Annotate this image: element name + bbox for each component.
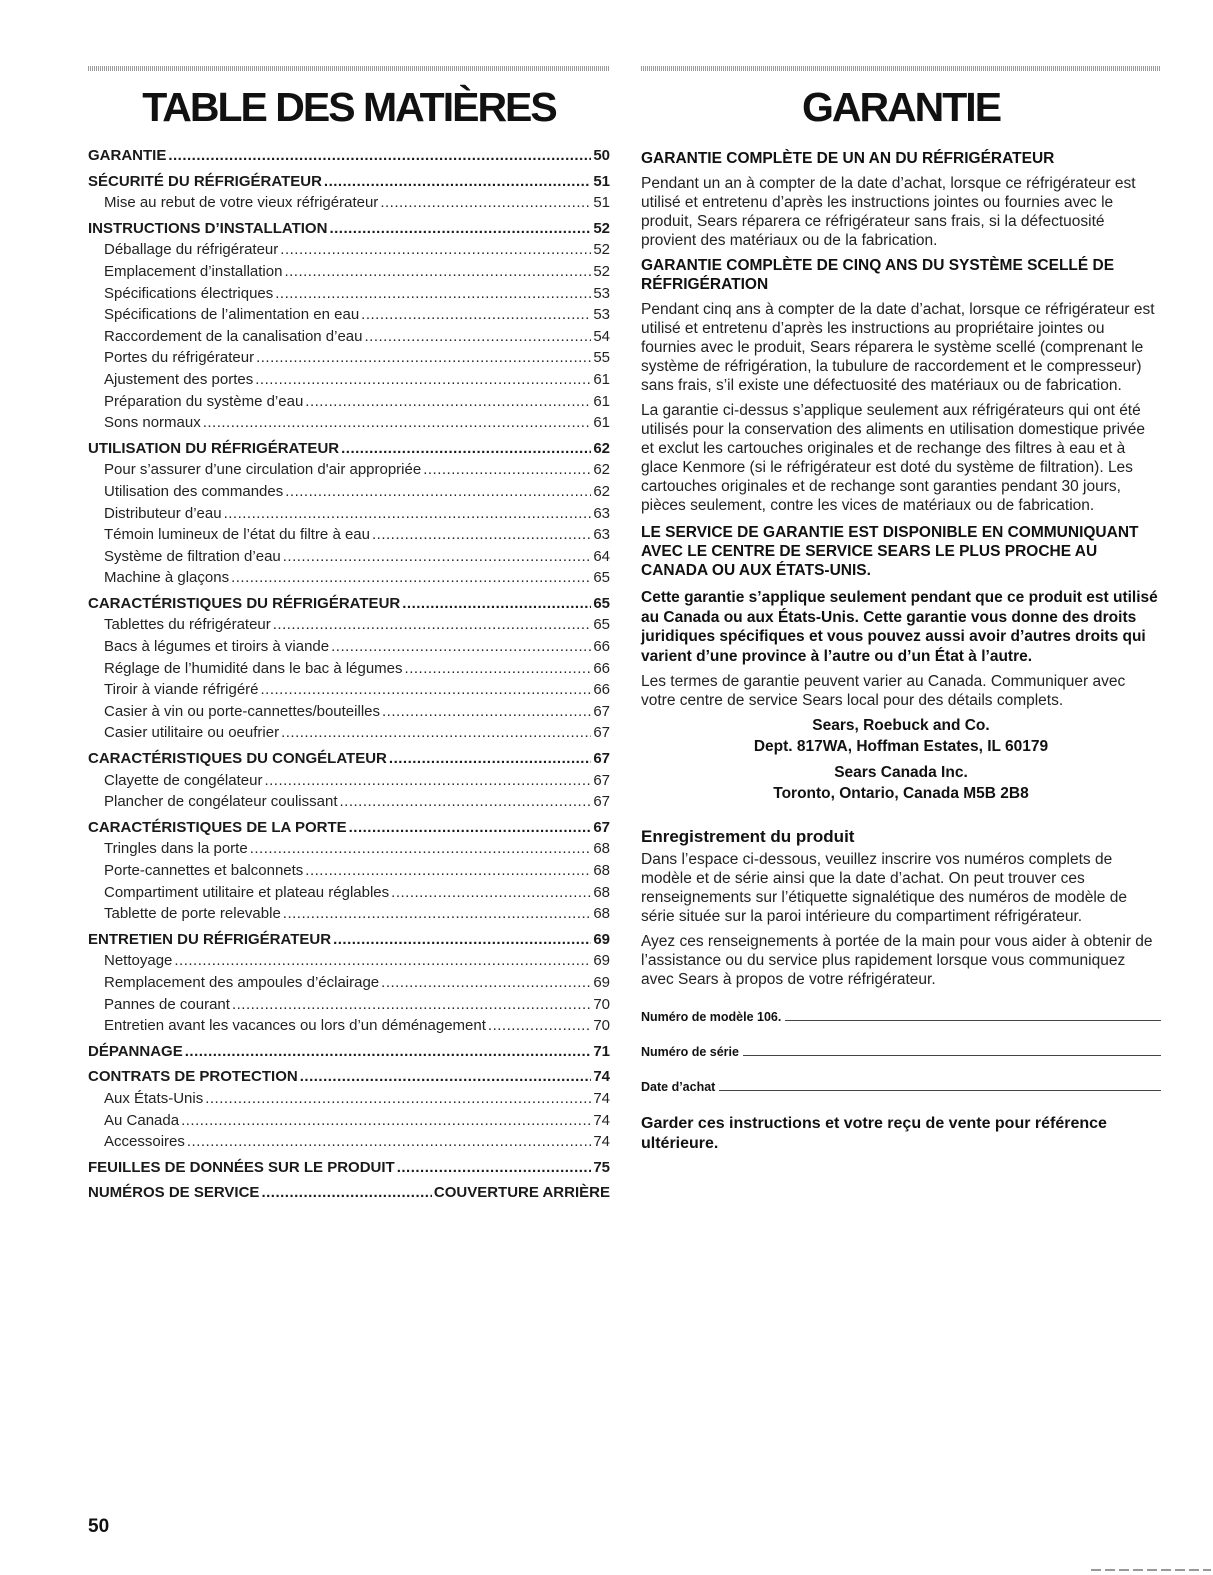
registration-heading: Enregistrement du produit (641, 827, 855, 846)
toc-entry-label: Témoin lumineux de l’état du filtre à eau (104, 526, 370, 544)
toc-entry[interactable] (88, 481, 610, 503)
purchase-date-line (719, 1090, 1161, 1091)
toc-leader-dots (187, 1131, 591, 1153)
toc-entry-label: Remplacement des ampoules d’éclairage (104, 973, 380, 991)
toc-entry[interactable] (88, 503, 610, 525)
warranty-one-year-text: Pendant un an à compter de la date d’achat, lorsque ce réfrigérateur est utilisé et entretenu d’après les instructions jointes ou fournies avec le produit, Sears réparera ce réfrigérateur sans frais, si la défectuosité provient des matériaux ou de la fabrication. (641, 175, 1136, 249)
toc-leader-dots (285, 481, 591, 503)
toc-entry-label: Bacs à légumes et tiroirs à viande (104, 638, 330, 656)
toc-entry[interactable] (88, 145, 610, 167)
toc-leader-dots (168, 145, 591, 167)
toc-entry-label: Emplacement d’installation (104, 262, 283, 280)
toc-entry[interactable] (88, 369, 610, 391)
toc-leader-dots (281, 722, 591, 744)
corner-mark (1091, 1569, 1211, 1571)
toc-entry[interactable] (88, 1182, 610, 1204)
warranty-canada-text: Les termes de garantie peuvent varier au Canada. Communiquer avec votre centre de service Sears local pour des détails complets. (641, 673, 1126, 709)
toc-leader-dots (380, 192, 591, 214)
address-canada (641, 763, 1161, 804)
toc-entry-page: 74 (593, 1133, 610, 1151)
toc-entry[interactable] (88, 567, 610, 589)
toc-leader-dots (284, 261, 591, 283)
toc-title: TABLE DES MATIÈRES (142, 84, 556, 130)
toc-entry-label: Sons normaux (104, 414, 201, 432)
toc-entry-label: CONTRATS DE PROTECTION (88, 1068, 298, 1086)
toc-entry-label: Tiroir à viande réfrigéré (104, 681, 259, 699)
toc-entry[interactable] (88, 860, 610, 882)
serial-number-label: Numéro de série (641, 1045, 739, 1059)
toc-entry-page: COUVERTURE ARRIÈRE (433, 1184, 610, 1202)
toc-entry-page: 67 (593, 702, 610, 720)
toc-entry-page: 68 (593, 905, 610, 923)
toc-entry[interactable] (88, 903, 610, 925)
toc-leader-dots (391, 882, 591, 904)
toc-entry-page: 67 (593, 818, 610, 836)
toc-entry-page: 69 (593, 973, 610, 991)
toc-entry[interactable] (88, 929, 610, 951)
toc-leader-dots (203, 412, 592, 434)
toc-entry-page: 62 (593, 439, 610, 457)
serial-number-line (743, 1055, 1161, 1056)
toc-leader-dots (389, 748, 591, 770)
toc-entry-label: Déballage du réfrigérateur (104, 241, 279, 259)
keep-instructions-note: Garder ces instructions et votre reçu de vente pour référence ultérieure. (641, 1115, 1107, 1152)
toc-leader-dots (381, 972, 591, 994)
toc-entry[interactable] (88, 347, 610, 369)
toc-leader-dots (372, 524, 591, 546)
toc-entry-page: 54 (593, 327, 610, 345)
toc-entry-label: Spécifications électriques (104, 284, 274, 302)
toc-entry-label: CARACTÉRISTIQUES DU RÉFRIGÉRATEUR (88, 594, 401, 612)
warranty-five-year-text: Pendant cinq ans à compter de la date d’achat, lorsque ce réfrigérateur est utilisé et entretenu d’après les instructions au propriétaire jointes ou fournies avec le produit, Sears réparera le système scellé (comprenant le système de réfrigération, la tubulure de raccordement et le compresseur) sans frais, s’il existe une défectuosité des matériaux ou de fabrication. (641, 301, 1155, 394)
toc-entry-label: Machine à glaçons (104, 569, 230, 587)
address-us-line2: Dept. 817WA, Hoffman Estates, IL 60179 (753, 737, 1049, 755)
toc-entry[interactable] (88, 882, 610, 904)
toc-entry-label: ENTRETIEN DU RÉFRIGÉRATEUR (88, 930, 332, 948)
toc-entry-page: 68 (593, 883, 610, 901)
toc-entry-label: DÉPANNAGE (88, 1042, 183, 1060)
toc-entry-page: 71 (593, 1042, 610, 1060)
model-number-label: Numéro de modèle 106. (641, 1010, 782, 1024)
toc-entry-page: 69 (593, 952, 610, 970)
toc-entry-page: 67 (593, 771, 610, 789)
toc-entry-label: NUMÉROS DE SERVICE (88, 1184, 260, 1202)
toc-entry-page: 66 (593, 659, 610, 677)
toc-entry-page: 52 (593, 219, 610, 237)
toc-entry-page: 67 (593, 724, 610, 742)
toc-leader-dots (283, 903, 592, 925)
toc-leader-dots (280, 239, 591, 261)
toc-leader-dots (333, 929, 591, 951)
toc-entry-label: Réglage de l’humidité dans le bac à légumes (104, 659, 403, 677)
toc-entry-page: 68 (593, 862, 610, 879)
toc-entry-page: 61 (593, 392, 610, 410)
toc-entry[interactable] (88, 326, 610, 348)
model-number-line (785, 1020, 1161, 1021)
toc-entry-page: 67 (593, 793, 610, 811)
toc-entry-label: Pour s’assurer d’une circulation d'air appropriée (104, 461, 422, 479)
toc-entry-label: Ajustement des portes (104, 370, 254, 388)
toc-leader-dots (324, 171, 591, 193)
toc-leader-dots (405, 658, 592, 680)
toc-entry[interactable] (88, 1015, 610, 1037)
toc-entry-page: 62 (593, 461, 610, 479)
toc-leader-dots (255, 369, 591, 391)
toc-entry-label: Utilisation des commandes (104, 482, 284, 500)
toc-entry[interactable] (88, 614, 610, 636)
toc-entry[interactable] (88, 1131, 610, 1153)
toc-entry-page: 74 (593, 1111, 610, 1129)
toc-leader-dots (181, 1110, 591, 1132)
registration-text: Dans l’espace ci-dessous, veuillez inscrire vos numéros complets de modèle et de série ainsi que la date d’achat. On peut trouver ces renseignements sur l’étiquette signalétique des numéros de modèle de série située sur la paroi intérieure du compartiment réfrigérateur. (641, 851, 1127, 925)
toc-entry[interactable] (88, 239, 610, 261)
toc-entry-label: Entretien avant les vacances ou lors d’un déménagement (104, 1017, 486, 1035)
toc-leader-dots (423, 459, 591, 481)
warranty-rights-text: Cette garantie s’applique seulement pendant que ce produit est utilisé au Canada ou aux États-Unis. Cette garantie vous donne des droits juridiques spécifiques et vous pouvez aussi avoir d’autres droits qui varient d’une province à l’autre ou d’un État à l’autre. (641, 589, 1158, 665)
toc-entry-label: Plancher de congélateur coulissant (104, 793, 338, 811)
toc-entry[interactable] (88, 391, 610, 413)
toc-entry[interactable] (88, 218, 610, 240)
toc-leader-dots (341, 438, 591, 460)
toc-entry[interactable] (88, 679, 610, 701)
toc-entry-page: 61 (593, 370, 610, 388)
toc-entry[interactable] (88, 593, 610, 615)
toc-entry[interactable] (88, 1110, 610, 1132)
toc-entry-page: 70 (593, 1017, 610, 1035)
toc-leader-dots (300, 1066, 592, 1088)
toc-entry-label: CARACTÉRISTIQUES DE LA PORTE (88, 818, 347, 836)
toc-entry[interactable] (88, 524, 610, 546)
toc-entry[interactable] (88, 192, 610, 214)
toc-entry[interactable] (88, 283, 610, 305)
toc-entry[interactable] (88, 994, 610, 1016)
toc-entry-page: 52 (593, 262, 610, 280)
toc-entry[interactable] (88, 950, 610, 972)
toc-entry-label: Au Canada (104, 1111, 180, 1129)
toc-entry-page: 68 (593, 840, 610, 858)
toc-entry-label: Tringles dans la porte (104, 840, 248, 858)
purchase-date-field[interactable] (641, 1074, 1161, 1094)
toc-leader-dots (273, 614, 592, 636)
toc-entry-label: Système de filtration d’eau (104, 547, 281, 565)
toc-entry-label: Aux États-Unis (104, 1089, 204, 1107)
toc-leader-dots (305, 391, 591, 413)
toc-entry-label: INSTRUCTIONS D’INSTALLATION (88, 219, 328, 237)
toc-entry-page: 75 (593, 1158, 610, 1176)
toc-column (88, 66, 610, 1204)
address-us (641, 716, 1161, 757)
address-canada-line2: Toronto, Ontario, Canada M5B 2B8 (773, 784, 1029, 802)
toc-leader-dots (275, 283, 591, 305)
toc-entry-label: Portes du réfrigérateur (104, 349, 255, 367)
toc-leader-dots (250, 838, 592, 860)
toc-entry-page: 74 (593, 1089, 610, 1107)
toc-entry-label: Mise au rebut de votre vieux réfrigérateur (104, 194, 379, 212)
toc-entry-label: Pannes de courant (104, 995, 230, 1013)
toc-leader-dots (174, 950, 591, 972)
toc-entry-page: 51 (593, 194, 610, 212)
toc-leader-dots (205, 1088, 591, 1110)
toc-entry-label: UTILISATION DU RÉFRIGÉRATEUR (88, 439, 340, 457)
toc-leader-dots (231, 567, 591, 589)
toc-entry-page: 55 (593, 349, 610, 367)
toc-entry-page: 69 (593, 930, 610, 948)
toc-entry-page: 52 (593, 241, 610, 259)
toc-entry-page: 50 (593, 147, 610, 164)
toc-entry-label: Compartiment utilitaire et plateau réglables (104, 883, 390, 901)
toc-entry-label: Casier utilitaire ou oeufrier (104, 724, 280, 742)
toc-entry[interactable] (88, 791, 610, 813)
toc-entry[interactable] (88, 546, 610, 568)
toc-entry-page: 63 (593, 504, 610, 522)
toc-entry[interactable] (88, 748, 610, 770)
toc-leader-dots (261, 679, 592, 701)
toc-leader-dots (185, 1041, 592, 1063)
toc-entry-label: GARANTIE (88, 147, 167, 164)
toc-entry-label: Nettoyage (104, 952, 173, 970)
address-us-line1: Sears, Roebuck and Co. (812, 717, 990, 734)
toc-entry-page: 64 (593, 547, 610, 565)
toc-leader-dots (365, 326, 592, 348)
toc-entry-label: Clayette de congélateur (104, 771, 263, 789)
toc-entry-label: Tablettes du réfrigérateur (104, 616, 271, 634)
toc-leader-dots (305, 860, 591, 882)
toc-entry-page: 65 (593, 616, 610, 634)
toc-entry-page: 61 (593, 414, 610, 432)
toc-entry-page: 53 (593, 306, 610, 324)
toc-leader-dots (232, 994, 591, 1016)
purchase-date-label: Date d’achat (641, 1080, 716, 1094)
toc-leader-dots (349, 817, 592, 839)
toc-entry[interactable] (88, 459, 610, 481)
warranty-title: GARANTIE (801, 84, 1001, 130)
warranty-service-heading: LE SERVICE DE GARANTIE EST DISPONIBLE EN COMMUNIQUANT AVEC LE CENTRE DE SERVICE SEARS LE PLUS PROCHE AU CANADA OU AUX ÉTATS-UNIS. (641, 524, 1139, 579)
toc-entry[interactable] (88, 261, 610, 283)
toc-entry-page: 51 (593, 172, 610, 190)
warranty-five-year-heading: GARANTIE COMPLÈTE DE CINQ ANS DU SYSTÈME SCELLÉ DE RÉFRIGÉRATION (641, 257, 1115, 293)
address-canada-line1: Sears Canada Inc. (834, 764, 968, 781)
toc-entry[interactable] (88, 636, 610, 658)
toc-entry-label: Tablette de porte relevable (104, 905, 281, 923)
toc-entry[interactable] (88, 770, 610, 792)
toc-entry[interactable] (88, 658, 610, 680)
toc-leader-dots (361, 304, 591, 326)
toc-entry[interactable] (88, 972, 610, 994)
toc-entry[interactable] (88, 438, 610, 460)
warranty-exclusions-text: La garantie ci-dessus s’applique seulement aux réfrigérateurs qui ont été utilisés pour la conservation des aliments en utilisation domestique privée et exclut les cartouches originales et de rechange des filtres à eau et à glace Kenmore (si le réfrigérateur est doté du système de filtration). Les cartouches originales et de rechange sont garanties pendant 30 jours, pièces seulement, contre les vices de matériaux ou de fabrication. (641, 402, 1146, 514)
model-number-field[interactable] (641, 1004, 1161, 1024)
toc-entry-label: Accessoires (104, 1133, 185, 1151)
toc-entry-page: 63 (593, 526, 610, 544)
toc-entry-label: Distributeur d’eau (104, 504, 222, 522)
toc-entry[interactable] (88, 1088, 610, 1110)
toc-entry-label: Raccordement de la canalisation d’eau (104, 327, 363, 345)
toc-entry-label: Casier à vin ou porte-cannettes/bouteilles (104, 702, 380, 720)
toc-leader-dots (397, 1157, 592, 1179)
page-number: 50 (88, 1516, 110, 1537)
toc-entry-page: 53 (593, 284, 610, 302)
toc-entry-page: 65 (593, 569, 610, 587)
toc-leader-dots (224, 503, 592, 525)
toc-entry[interactable] (88, 1066, 610, 1088)
warranty-one-year-heading: GARANTIE COMPLÈTE DE UN AN DU RÉFRIGÉRATEUR (641, 150, 1055, 167)
toc-leader-dots (264, 770, 591, 792)
toc-entry-label: Porte-cannettes et balconnets (104, 862, 304, 879)
toc-leader-dots (331, 636, 591, 658)
toc-entry[interactable] (88, 1041, 610, 1063)
toc-leader-dots (261, 1182, 431, 1204)
toc-entry-label: CARACTÉRISTIQUES DU CONGÉLATEUR (88, 750, 387, 768)
toc-entry-page: 65 (593, 594, 610, 612)
toc-leader-dots (329, 218, 591, 240)
top-rule (641, 66, 1161, 71)
toc-entry-page: 66 (593, 638, 610, 656)
toc-leader-dots (488, 1015, 591, 1037)
toc-entry-page: 66 (593, 681, 610, 699)
toc-entry-page: 70 (593, 995, 610, 1013)
toc-entry[interactable] (88, 817, 610, 839)
toc-leader-dots (402, 593, 591, 615)
toc-entry[interactable] (88, 304, 610, 326)
toc-leader-dots (382, 701, 591, 723)
toc-leader-dots (256, 347, 591, 369)
toc-list (88, 145, 610, 1204)
toc-leader-dots (339, 791, 591, 813)
registration-form (641, 1004, 1161, 1094)
toc-entry[interactable] (88, 412, 610, 434)
toc-entry-label: Préparation du système d’eau (104, 392, 304, 410)
toc-entry-label: FEUILLES DE DONNÉES SUR LE PRODUIT (88, 1158, 395, 1176)
toc-entry[interactable] (88, 1157, 610, 1179)
toc-entry-page: 62 (593, 482, 610, 500)
toc-entry[interactable] (88, 171, 610, 193)
toc-entry-page: 67 (593, 750, 610, 768)
serial-number-field[interactable] (641, 1039, 1161, 1059)
toc-leader-dots (283, 546, 592, 568)
toc-entry[interactable] (88, 838, 610, 860)
registration-help-text: Ayez ces renseignements à portée de la main pour vous aider à obtenir de l’assistance ou du service plus rapidement lorsque vous communiquez avec Sears à propos de votre réfrigérateur. (641, 933, 1153, 988)
toc-entry[interactable] (88, 701, 610, 723)
toc-entry-page: 74 (593, 1068, 610, 1086)
toc-entry-label: SÉCURITÉ DU RÉFRIGÉRATEUR (88, 172, 322, 190)
toc-entry[interactable] (88, 722, 610, 744)
warranty-column (641, 66, 1161, 1153)
top-rule (88, 66, 610, 71)
toc-entry-label: Spécifications de l’alimentation en eau (104, 306, 360, 324)
